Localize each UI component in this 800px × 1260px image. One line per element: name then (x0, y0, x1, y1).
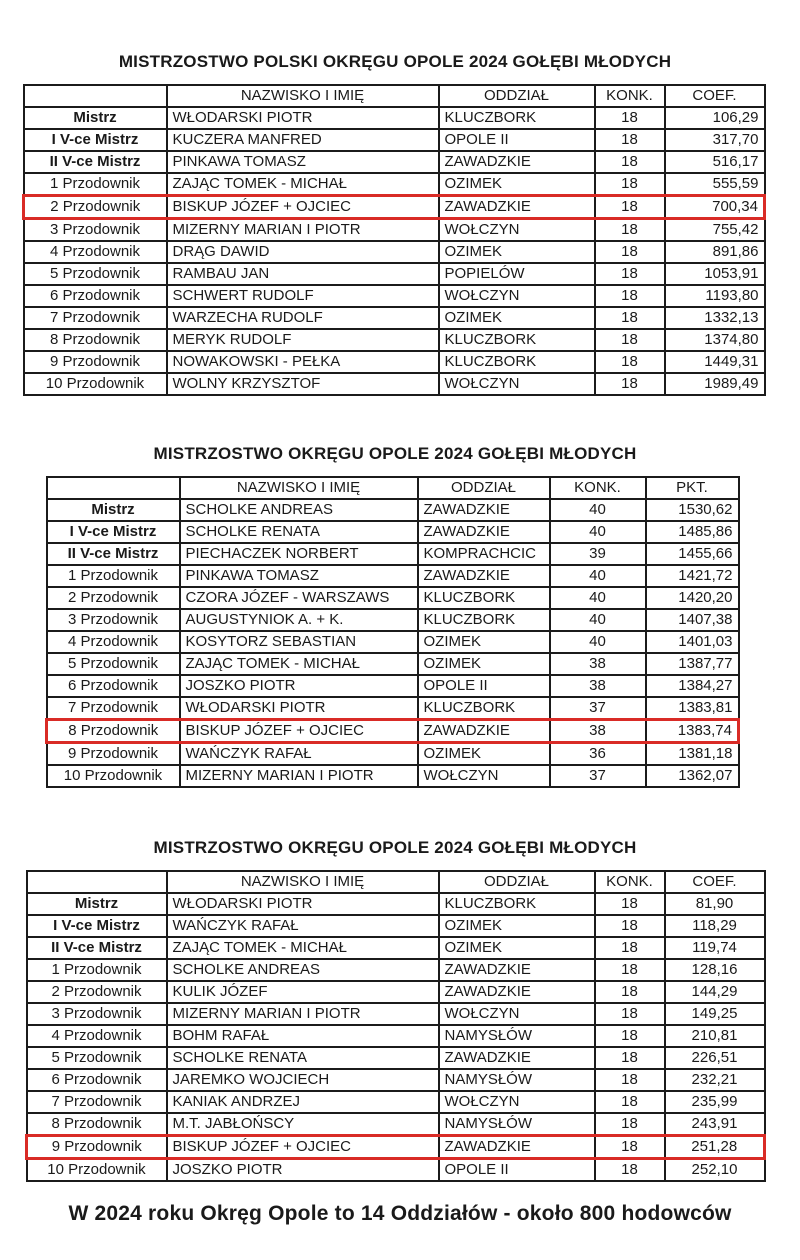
table-row (27, 1047, 765, 1069)
table-row (24, 373, 765, 395)
section-poland-championship (0, 0, 800, 396)
rank-cell: I V-ce Mistrz (47, 521, 180, 543)
rank-cell: 10 Przodownik (47, 765, 180, 787)
konk-cell: 18 (595, 241, 665, 263)
konk-cell: 18 (595, 1025, 665, 1047)
branch-cell: ZAWADZKIE (439, 196, 595, 219)
rank-cell: 1 Przodownik (24, 173, 167, 196)
table-row (27, 981, 765, 1003)
branch-cell: OZIMEK (439, 173, 595, 196)
table-row (47, 543, 739, 565)
rank-cell: 9 Przodownik (24, 351, 167, 373)
table-row (47, 587, 739, 609)
name-cell: BOHM RAFAŁ (167, 1025, 439, 1047)
konk-cell: 18 (595, 151, 665, 173)
column-header: ODDZIAŁ (439, 871, 595, 893)
name-cell: RAMBAU JAN (167, 263, 439, 285)
column-header: NAZWISKO I IMIĘ (167, 85, 439, 107)
konk-cell: 18 (595, 285, 665, 307)
konk-cell: 18 (595, 373, 665, 395)
branch-cell: POPIELÓW (439, 263, 595, 285)
table-row (27, 1069, 765, 1091)
name-cell: AUGUSTYNIOK A. + K. (180, 609, 418, 631)
branch-cell: KLUCZBORK (439, 107, 595, 129)
value-cell: 1374,80 (665, 329, 765, 351)
rank-cell: 3 Przodownik (47, 609, 180, 631)
value-cell: 243,91 (665, 1113, 765, 1136)
branch-cell: OZIMEK (418, 653, 550, 675)
value-cell: 1455,66 (646, 543, 739, 565)
rank-cell: 2 Przodownik (47, 587, 180, 609)
branch-cell: KLUCZBORK (439, 351, 595, 373)
results-table-poland (22, 84, 766, 396)
header-row (27, 871, 765, 893)
table-row (47, 609, 739, 631)
section-district-championship-coef (0, 788, 800, 1182)
table-row (47, 499, 739, 521)
konk-cell: 18 (595, 129, 665, 151)
value-cell: 252,10 (665, 1159, 765, 1182)
name-cell: PIECHACZEK NORBERT (180, 543, 418, 565)
value-cell: 81,90 (665, 893, 765, 915)
rank-cell: 2 Przodownik (24, 196, 167, 219)
branch-cell: OZIMEK (439, 915, 595, 937)
table-row-highlighted (27, 1136, 765, 1159)
rank-cell: 3 Przodownik (24, 219, 167, 242)
konk-cell: 18 (595, 263, 665, 285)
value-cell: 1449,31 (665, 351, 765, 373)
value-cell: 144,29 (665, 981, 765, 1003)
name-cell: WŁODARSKI PIOTR (167, 107, 439, 129)
rank-cell: 9 Przodownik (47, 743, 180, 766)
table-row (24, 173, 765, 196)
rank-column-spacer (27, 871, 167, 893)
table-row (24, 263, 765, 285)
value-cell: 1401,03 (646, 631, 739, 653)
name-cell: SCHWERT RUDOLF (167, 285, 439, 307)
branch-cell: ZAWADZKIE (418, 565, 550, 587)
rank-column-spacer (24, 85, 167, 107)
rank-cell: 7 Przodownik (27, 1091, 167, 1113)
konk-cell: 18 (595, 1047, 665, 1069)
value-cell: 128,16 (665, 959, 765, 981)
table-row (47, 521, 739, 543)
rank-cell: 5 Przodownik (24, 263, 167, 285)
rank-cell: 2 Przodownik (27, 981, 167, 1003)
name-cell: BISKUP JÓZEF + OJCIEC (167, 196, 439, 219)
konk-cell: 36 (550, 743, 646, 766)
rank-cell: I V-ce Mistrz (27, 915, 167, 937)
table-row (47, 565, 739, 587)
value-cell: 1193,80 (665, 285, 765, 307)
value-cell: 1332,13 (665, 307, 765, 329)
results-table-district-pkt (45, 476, 740, 788)
branch-cell: NAMYSŁÓW (439, 1069, 595, 1091)
rank-cell: 6 Przodownik (27, 1069, 167, 1091)
branch-cell: OPOLE II (439, 129, 595, 151)
value-cell: 1420,20 (646, 587, 739, 609)
branch-cell: NAMYSŁÓW (439, 1025, 595, 1047)
table-row (27, 937, 765, 959)
rank-cell: 3 Przodownik (27, 1003, 167, 1025)
table-2-title: MISTRZOSTWO OKRĘGU OPOLE 2024 GOŁĘBI MŁODYCH (153, 444, 637, 463)
table-row (24, 219, 765, 242)
name-cell: JAREMKO WOJCIECH (167, 1069, 439, 1091)
konk-cell: 18 (595, 1091, 665, 1113)
konk-cell: 18 (595, 1069, 665, 1091)
table-row (27, 1113, 765, 1136)
name-cell: SCHOLKE ANDREAS (180, 499, 418, 521)
konk-cell: 18 (595, 915, 665, 937)
name-cell: CZORA JÓZEF - WARSZAWS (180, 587, 418, 609)
column-header: ODDZIAŁ (418, 477, 550, 499)
column-header: KONK. (595, 871, 665, 893)
name-cell: KUCZERA MANFRED (167, 129, 439, 151)
rank-cell: 8 Przodownik (27, 1113, 167, 1136)
branch-cell: KLUCZBORK (439, 893, 595, 915)
rank-cell: 6 Przodownik (47, 675, 180, 697)
branch-cell: ZAWADZKIE (418, 521, 550, 543)
branch-cell: OPOLE II (418, 675, 550, 697)
value-cell: 119,74 (665, 937, 765, 959)
value-cell: 891,86 (665, 241, 765, 263)
branch-cell: ZAWADZKIE (439, 1136, 595, 1159)
rank-cell: 1 Przodownik (27, 959, 167, 981)
rank-cell: II V-ce Mistrz (47, 543, 180, 565)
rank-cell: Mistrz (24, 107, 167, 129)
column-header: KONK. (550, 477, 646, 499)
branch-cell: KLUCZBORK (439, 329, 595, 351)
table-row (24, 285, 765, 307)
table-row (24, 351, 765, 373)
table-row (47, 697, 739, 720)
section-district-championship-pkt (0, 396, 800, 788)
name-cell: KANIAK ANDRZEJ (167, 1091, 439, 1113)
rank-cell: II V-ce Mistrz (27, 937, 167, 959)
rank-cell: 4 Przodownik (27, 1025, 167, 1047)
table-row (24, 241, 765, 263)
branch-cell: KLUCZBORK (418, 587, 550, 609)
rank-cell: 8 Przodownik (47, 720, 180, 743)
branch-cell: WOŁCZYN (439, 1003, 595, 1025)
table-row-highlighted (47, 720, 739, 743)
name-cell: MIZERNY MARIAN I PIOTR (167, 1003, 439, 1025)
table-row (27, 893, 765, 915)
value-cell: 1989,49 (665, 373, 765, 395)
branch-cell: OPOLE II (439, 1159, 595, 1182)
branch-cell: WOŁCZYN (439, 373, 595, 395)
konk-cell: 18 (595, 1159, 665, 1182)
column-header: NAZWISKO I IMIĘ (167, 871, 439, 893)
name-cell: BISKUP JÓZEF + OJCIEC (180, 720, 418, 743)
table-row (27, 1159, 765, 1182)
value-cell: 251,28 (665, 1136, 765, 1159)
branch-cell: WOŁCZYN (439, 219, 595, 242)
value-cell: 235,99 (665, 1091, 765, 1113)
table-row (27, 1003, 765, 1025)
column-header: KONK. (595, 85, 665, 107)
konk-cell: 40 (550, 499, 646, 521)
value-cell: 1053,91 (665, 263, 765, 285)
value-cell: 317,70 (665, 129, 765, 151)
table-row (47, 675, 739, 697)
table-row (27, 915, 765, 937)
rank-cell: Mistrz (47, 499, 180, 521)
branch-cell: KOMPRACHCIC (418, 543, 550, 565)
value-cell: 232,21 (665, 1069, 765, 1091)
konk-cell: 40 (550, 587, 646, 609)
header-row (24, 85, 765, 107)
konk-cell: 40 (550, 521, 646, 543)
konk-cell: 38 (550, 653, 646, 675)
rank-cell: 5 Przodownik (27, 1047, 167, 1069)
rank-cell: 1 Przodownik (47, 565, 180, 587)
table-row (27, 1091, 765, 1113)
name-cell: JOSZKO PIOTR (167, 1159, 439, 1182)
name-cell: MIZERNY MARIAN I PIOTR (180, 765, 418, 787)
branch-cell: OZIMEK (439, 307, 595, 329)
value-cell: 1530,62 (646, 499, 739, 521)
rank-cell: 9 Przodownik (27, 1136, 167, 1159)
table-row (47, 765, 739, 787)
column-header: PKT. (646, 477, 739, 499)
table-row (24, 151, 765, 173)
table-row (47, 743, 739, 766)
konk-cell: 39 (550, 543, 646, 565)
table-row (24, 107, 765, 129)
table-row (27, 1025, 765, 1047)
name-cell: M.T. JABŁOŃSCY (167, 1113, 439, 1136)
name-cell: SCHOLKE RENATA (180, 521, 418, 543)
value-cell: 555,59 (665, 173, 765, 196)
rank-cell: 4 Przodownik (24, 241, 167, 263)
konk-cell: 40 (550, 631, 646, 653)
table-row-highlighted (24, 196, 765, 219)
name-cell: ZAJĄC TOMEK - MICHAŁ (167, 937, 439, 959)
value-cell: 1384,27 (646, 675, 739, 697)
rank-cell: 7 Przodownik (24, 307, 167, 329)
konk-cell: 18 (595, 1113, 665, 1136)
name-cell: MIZERNY MARIAN I PIOTR (167, 219, 439, 242)
name-cell: WARZECHA RUDOLF (167, 307, 439, 329)
name-cell: JOSZKO PIOTR (180, 675, 418, 697)
name-cell: NOWAKOWSKI - PEŁKA (167, 351, 439, 373)
name-cell: WAŃCZYK RAFAŁ (167, 915, 439, 937)
value-cell: 149,25 (665, 1003, 765, 1025)
konk-cell: 18 (595, 937, 665, 959)
name-cell: BISKUP JÓZEF + OJCIEC (167, 1136, 439, 1159)
value-cell: 1362,07 (646, 765, 739, 787)
table-row (24, 129, 765, 151)
name-cell: WŁODARSKI PIOTR (180, 697, 418, 720)
rank-cell: II V-ce Mistrz (24, 151, 167, 173)
konk-cell: 18 (595, 107, 665, 129)
konk-cell: 18 (595, 1136, 665, 1159)
rank-cell: 5 Przodownik (47, 653, 180, 675)
branch-cell: WOŁCZYN (439, 1091, 595, 1113)
konk-cell: 18 (595, 351, 665, 373)
rank-cell: 6 Przodownik (24, 285, 167, 307)
branch-cell: OZIMEK (439, 241, 595, 263)
table-row (47, 631, 739, 653)
name-cell: DRĄG DAWID (167, 241, 439, 263)
rank-cell: Mistrz (27, 893, 167, 915)
value-cell: 516,17 (665, 151, 765, 173)
konk-cell: 18 (595, 893, 665, 915)
konk-cell: 40 (550, 609, 646, 631)
table-row (47, 653, 739, 675)
name-cell: WŁODARSKI PIOTR (167, 893, 439, 915)
name-cell: SCHOLKE ANDREAS (167, 959, 439, 981)
value-cell: 226,51 (665, 1047, 765, 1069)
konk-cell: 18 (595, 307, 665, 329)
footer-note: W 2024 roku Okręg Opole to 14 Oddziałów - około 800 hodowców (68, 1202, 732, 1225)
branch-cell: KLUCZBORK (418, 609, 550, 631)
value-cell: 700,34 (665, 196, 765, 219)
rank-column-spacer (47, 477, 180, 499)
name-cell: PINKAWA TOMASZ (180, 565, 418, 587)
value-cell: 755,42 (665, 219, 765, 242)
konk-cell: 38 (550, 720, 646, 743)
name-cell: SCHOLKE RENATA (167, 1047, 439, 1069)
header-row (47, 477, 739, 499)
table-1-title: MISTRZOSTWO POLSKI OKRĘGU OPOLE 2024 GOŁĘBI MŁODYCH (118, 52, 672, 71)
value-cell: 1485,86 (646, 521, 739, 543)
konk-cell: 18 (595, 959, 665, 981)
branch-cell: OZIMEK (418, 631, 550, 653)
name-cell: WAŃCZYK RAFAŁ (180, 743, 418, 766)
name-cell: MERYK RUDOLF (167, 329, 439, 351)
column-header: COEF. (665, 85, 765, 107)
rank-cell: 10 Przodownik (24, 373, 167, 395)
konk-cell: 18 (595, 981, 665, 1003)
branch-cell: OZIMEK (439, 937, 595, 959)
branch-cell: ZAWADZKIE (439, 1047, 595, 1069)
table-row (24, 307, 765, 329)
konk-cell: 37 (550, 697, 646, 720)
name-cell: ZAJĄC TOMEK - MICHAŁ (180, 653, 418, 675)
branch-cell: ZAWADZKIE (439, 959, 595, 981)
value-cell: 106,29 (665, 107, 765, 129)
value-cell: 118,29 (665, 915, 765, 937)
branch-cell: ZAWADZKIE (439, 981, 595, 1003)
table-3-title: MISTRZOSTWO OKRĘGU OPOLE 2024 GOŁĘBI MŁODYCH (153, 838, 637, 857)
name-cell: KOSYTORZ SEBASTIAN (180, 631, 418, 653)
value-cell: 1421,72 (646, 565, 739, 587)
column-header: NAZWISKO I IMIĘ (180, 477, 418, 499)
konk-cell: 18 (595, 1003, 665, 1025)
konk-cell: 37 (550, 765, 646, 787)
value-cell: 210,81 (665, 1025, 765, 1047)
konk-cell: 38 (550, 675, 646, 697)
rank-cell: 10 Przodownik (27, 1159, 167, 1182)
value-cell: 1383,81 (646, 697, 739, 720)
branch-cell: ZAWADZKIE (439, 151, 595, 173)
branch-cell: ZAWADZKIE (418, 720, 550, 743)
name-cell: PINKAWA TOMASZ (167, 151, 439, 173)
konk-cell: 18 (595, 329, 665, 351)
branch-cell: WOŁCZYN (418, 765, 550, 787)
column-header: COEF. (665, 871, 765, 893)
konk-cell: 18 (595, 173, 665, 196)
value-cell: 1383,74 (646, 720, 739, 743)
table-row (27, 959, 765, 981)
branch-cell: KLUCZBORK (418, 697, 550, 720)
rank-cell: 8 Przodownik (24, 329, 167, 351)
branch-cell: WOŁCZYN (439, 285, 595, 307)
results-table-district-coef (25, 870, 766, 1182)
rank-cell: 4 Przodownik (47, 631, 180, 653)
value-cell: 1381,18 (646, 743, 739, 766)
branch-cell: ZAWADZKIE (418, 499, 550, 521)
branch-cell: OZIMEK (418, 743, 550, 766)
table-row (24, 329, 765, 351)
konk-cell: 18 (595, 219, 665, 242)
rank-cell: 7 Przodownik (47, 697, 180, 720)
rank-cell: I V-ce Mistrz (24, 129, 167, 151)
name-cell: KULIK JÓZEF (167, 981, 439, 1003)
konk-cell: 40 (550, 565, 646, 587)
value-cell: 1387,77 (646, 653, 739, 675)
value-cell: 1407,38 (646, 609, 739, 631)
name-cell: WOLNY KRZYSZTOF (167, 373, 439, 395)
column-header: ODDZIAŁ (439, 85, 595, 107)
konk-cell: 18 (595, 196, 665, 219)
name-cell: ZAJĄC TOMEK - MICHAŁ (167, 173, 439, 196)
branch-cell: NAMYSŁÓW (439, 1113, 595, 1136)
